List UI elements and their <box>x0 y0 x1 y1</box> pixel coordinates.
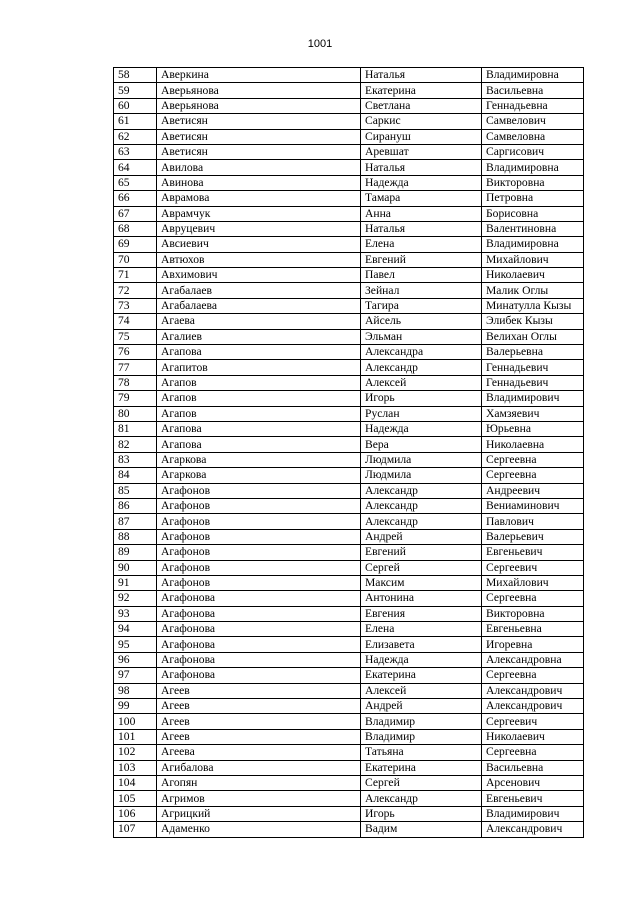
row-number-cell: 64 <box>114 160 157 175</box>
last-name-cell: Агибалова <box>157 760 361 775</box>
last-name-cell: Агафонова <box>157 591 361 606</box>
patronymic-cell: Александрович <box>482 683 584 698</box>
row-number-cell: 75 <box>114 329 157 344</box>
first-name-cell: Игорь <box>361 391 482 406</box>
last-name-cell: Агаева <box>157 314 361 329</box>
row-number-cell: 71 <box>114 268 157 283</box>
last-name-cell: Агалиев <box>157 329 361 344</box>
last-name-cell: Агрицкий <box>157 806 361 821</box>
patronymic-cell: Петровна <box>482 191 584 206</box>
first-name-cell: Антонина <box>361 591 482 606</box>
first-name-cell: Евгений <box>361 545 482 560</box>
row-number-cell: 66 <box>114 191 157 206</box>
first-name-cell: Надежда <box>361 652 482 667</box>
last-name-cell: Агафонов <box>157 575 361 590</box>
table-row <box>114 622 584 637</box>
patronymic-cell: Викторовна <box>482 606 584 621</box>
patronymic-cell: Борисовна <box>482 206 584 221</box>
last-name-cell: Агафонова <box>157 652 361 667</box>
patronymic-cell: Геннадьевич <box>482 375 584 390</box>
patronymic-cell: Сергеевна <box>482 591 584 606</box>
row-number-cell: 60 <box>114 98 157 113</box>
last-name-cell: Аверкина <box>157 68 361 83</box>
name-list-body <box>114 68 584 838</box>
patronymic-cell: Павлович <box>482 514 584 529</box>
first-name-cell: Павел <box>361 268 482 283</box>
table-row <box>114 714 584 729</box>
last-name-cell: Агапов <box>157 406 361 421</box>
first-name-cell: Сергей <box>361 775 482 790</box>
row-number-cell: 94 <box>114 622 157 637</box>
first-name-cell: Алексей <box>361 375 482 390</box>
last-name-cell: Авилова <box>157 160 361 175</box>
patronymic-cell: Валерьевна <box>482 345 584 360</box>
table-row <box>114 668 584 683</box>
table-row <box>114 421 584 436</box>
row-number-cell: 77 <box>114 360 157 375</box>
row-number-cell: 103 <box>114 760 157 775</box>
table-row <box>114 652 584 667</box>
last-name-cell: Аверьянова <box>157 83 361 98</box>
table-row <box>114 560 584 575</box>
first-name-cell: Аревшат <box>361 144 482 159</box>
first-name-cell: Екатерина <box>361 83 482 98</box>
patronymic-cell: Викторовна <box>482 175 584 190</box>
first-name-cell: Тамара <box>361 191 482 206</box>
table-row <box>114 329 584 344</box>
last-name-cell: Авинова <box>157 175 361 190</box>
row-number-cell: 97 <box>114 668 157 683</box>
patronymic-cell: Саргисович <box>482 144 584 159</box>
patronymic-cell: Сергеевич <box>482 714 584 729</box>
table-row <box>114 114 584 129</box>
last-name-cell: Аверьянова <box>157 98 361 113</box>
table-row <box>114 591 584 606</box>
last-name-cell: Агафонов <box>157 529 361 544</box>
table-row <box>114 806 584 821</box>
row-number-cell: 81 <box>114 421 157 436</box>
table-row <box>114 221 584 236</box>
first-name-cell: Татьяна <box>361 745 482 760</box>
table-row <box>114 775 584 790</box>
first-name-cell: Елена <box>361 622 482 637</box>
first-name-cell: Александр <box>361 498 482 513</box>
table-row <box>114 98 584 113</box>
first-name-cell: Анна <box>361 206 482 221</box>
first-name-cell: Екатерина <box>361 760 482 775</box>
row-number-cell: 101 <box>114 729 157 744</box>
last-name-cell: Авхимович <box>157 268 361 283</box>
row-number-cell: 65 <box>114 175 157 190</box>
first-name-cell: Зейнал <box>361 283 482 298</box>
last-name-cell: Авруцевич <box>157 221 361 236</box>
patronymic-cell: Евгеньевна <box>482 622 584 637</box>
table-row <box>114 791 584 806</box>
patronymic-cell: Николаевич <box>482 268 584 283</box>
table-row <box>114 191 584 206</box>
patronymic-cell: Васильевна <box>482 760 584 775</box>
row-number-cell: 72 <box>114 283 157 298</box>
table-row <box>114 452 584 467</box>
row-number-cell: 102 <box>114 745 157 760</box>
row-number-cell: 88 <box>114 529 157 544</box>
last-name-cell: Адаменко <box>157 822 361 837</box>
patronymic-cell: Александрович <box>482 822 584 837</box>
patronymic-cell: Игоревна <box>482 637 584 652</box>
row-number-cell: 76 <box>114 345 157 360</box>
first-name-cell: Александр <box>361 360 482 375</box>
table-row <box>114 760 584 775</box>
patronymic-cell: Михайлович <box>482 252 584 267</box>
table-row <box>114 206 584 221</box>
row-number-cell: 83 <box>114 452 157 467</box>
last-name-cell: Аврамова <box>157 191 361 206</box>
patronymic-cell: Самвелович <box>482 114 584 129</box>
table-row <box>114 822 584 837</box>
first-name-cell: Владимир <box>361 729 482 744</box>
last-name-cell: Агафонова <box>157 668 361 683</box>
table-row <box>114 745 584 760</box>
row-number-cell: 89 <box>114 545 157 560</box>
patronymic-cell: Геннадьевич <box>482 360 584 375</box>
table-row <box>114 360 584 375</box>
table-row <box>114 345 584 360</box>
first-name-cell: Максим <box>361 575 482 590</box>
first-name-cell: Эльман <box>361 329 482 344</box>
table-row <box>114 391 584 406</box>
name-list-table <box>113 67 584 838</box>
table-row <box>114 514 584 529</box>
row-number-cell: 86 <box>114 498 157 513</box>
table-row <box>114 529 584 544</box>
table-row <box>114 83 584 98</box>
last-name-cell: Агеев <box>157 699 361 714</box>
first-name-cell: Людмила <box>361 452 482 467</box>
patronymic-cell: Юрьевна <box>482 421 584 436</box>
last-name-cell: Агафонов <box>157 498 361 513</box>
last-name-cell: Агафонов <box>157 483 361 498</box>
table-row <box>114 175 584 190</box>
patronymic-cell: Малик Оглы <box>482 283 584 298</box>
patronymic-cell: Владимировна <box>482 160 584 175</box>
first-name-cell: Андрей <box>361 699 482 714</box>
last-name-cell: Агапитов <box>157 360 361 375</box>
patronymic-cell: Владимировна <box>482 68 584 83</box>
last-name-cell: Агапова <box>157 421 361 436</box>
patronymic-cell: Александровна <box>482 652 584 667</box>
table-row <box>114 683 584 698</box>
last-name-cell: Агримов <box>157 791 361 806</box>
row-number-cell: 69 <box>114 237 157 252</box>
table-row <box>114 468 584 483</box>
patronymic-cell: Сергеевич <box>482 560 584 575</box>
row-number-cell: 93 <box>114 606 157 621</box>
last-name-cell: Агеева <box>157 745 361 760</box>
row-number-cell: 61 <box>114 114 157 129</box>
row-number-cell: 74 <box>114 314 157 329</box>
row-number-cell: 79 <box>114 391 157 406</box>
patronymic-cell: Велихан Оглы <box>482 329 584 344</box>
last-name-cell: Агабалаев <box>157 283 361 298</box>
row-number-cell: 96 <box>114 652 157 667</box>
patronymic-cell: Николаевна <box>482 437 584 452</box>
row-number-cell: 67 <box>114 206 157 221</box>
patronymic-cell: Евгеньевич <box>482 791 584 806</box>
first-name-cell: Наталья <box>361 160 482 175</box>
table-row <box>114 68 584 83</box>
table-row <box>114 729 584 744</box>
first-name-cell: Евгений <box>361 252 482 267</box>
first-name-cell: Игорь <box>361 806 482 821</box>
first-name-cell: Александра <box>361 345 482 360</box>
patronymic-cell: Владимирович <box>482 806 584 821</box>
first-name-cell: Людмила <box>361 468 482 483</box>
table-row <box>114 606 584 621</box>
row-number-cell: 80 <box>114 406 157 421</box>
table-row <box>114 575 584 590</box>
last-name-cell: Агеев <box>157 683 361 698</box>
patronymic-cell: Хамзяевич <box>482 406 584 421</box>
table-row <box>114 637 584 652</box>
last-name-cell: Авсиевич <box>157 237 361 252</box>
patronymic-cell: Геннадьевна <box>482 98 584 113</box>
patronymic-cell: Вениаминович <box>482 498 584 513</box>
page-number: 1001 <box>307 38 333 50</box>
table-row <box>114 298 584 313</box>
last-name-cell: Агеев <box>157 714 361 729</box>
first-name-cell: Екатерина <box>361 668 482 683</box>
patronymic-cell: Александрович <box>482 699 584 714</box>
last-name-cell: Агафонов <box>157 514 361 529</box>
table-row <box>114 375 584 390</box>
last-name-cell: Агаркова <box>157 468 361 483</box>
first-name-cell: Александр <box>361 514 482 529</box>
first-name-cell: Надежда <box>361 175 482 190</box>
patronymic-cell: Евгеньевич <box>482 545 584 560</box>
last-name-cell: Автюхов <box>157 252 361 267</box>
row-number-cell: 100 <box>114 714 157 729</box>
row-number-cell: 58 <box>114 68 157 83</box>
first-name-cell: Вадим <box>361 822 482 837</box>
last-name-cell: Агопян <box>157 775 361 790</box>
row-number-cell: 87 <box>114 514 157 529</box>
row-number-cell: 85 <box>114 483 157 498</box>
last-name-cell: Аветисян <box>157 114 361 129</box>
last-name-cell: Агаркова <box>157 452 361 467</box>
first-name-cell: Владимир <box>361 714 482 729</box>
first-name-cell: Сергей <box>361 560 482 575</box>
first-name-cell: Айсель <box>361 314 482 329</box>
patronymic-cell: Сергеевна <box>482 668 584 683</box>
patronymic-cell: Элибек Кызы <box>482 314 584 329</box>
patronymic-cell: Арсенович <box>482 775 584 790</box>
first-name-cell: Наталья <box>361 221 482 236</box>
last-name-cell: Агапова <box>157 345 361 360</box>
first-name-cell: Наталья <box>361 68 482 83</box>
row-number-cell: 107 <box>114 822 157 837</box>
table-row <box>114 437 584 452</box>
row-number-cell: 82 <box>114 437 157 452</box>
first-name-cell: Сирануш <box>361 129 482 144</box>
row-number-cell: 73 <box>114 298 157 313</box>
last-name-cell: Агафонов <box>157 545 361 560</box>
row-number-cell: 63 <box>114 144 157 159</box>
first-name-cell: Александр <box>361 483 482 498</box>
last-name-cell: Агафонова <box>157 622 361 637</box>
last-name-cell: Агеев <box>157 729 361 744</box>
row-number-cell: 91 <box>114 575 157 590</box>
table-row <box>114 129 584 144</box>
last-name-cell: Агафонова <box>157 606 361 621</box>
patronymic-cell: Николаевич <box>482 729 584 744</box>
patronymic-cell: Самвеловна <box>482 129 584 144</box>
patronymic-cell: Сергеевна <box>482 468 584 483</box>
table-row <box>114 545 584 560</box>
row-number-cell: 59 <box>114 83 157 98</box>
table-row <box>114 699 584 714</box>
patronymic-cell: Сергеевна <box>482 452 584 467</box>
last-name-cell: Агафонов <box>157 560 361 575</box>
row-number-cell: 106 <box>114 806 157 821</box>
row-number-cell: 90 <box>114 560 157 575</box>
table-row <box>114 268 584 283</box>
patronymic-cell: Владимирович <box>482 391 584 406</box>
table-row <box>114 498 584 513</box>
last-name-cell: Агапов <box>157 375 361 390</box>
last-name-cell: Аветисян <box>157 129 361 144</box>
table-row <box>114 483 584 498</box>
patronymic-cell: Сергеевна <box>482 745 584 760</box>
row-number-cell: 95 <box>114 637 157 652</box>
table-row <box>114 314 584 329</box>
first-name-cell: Светлана <box>361 98 482 113</box>
last-name-cell: Аврамчук <box>157 206 361 221</box>
table-row <box>114 160 584 175</box>
table-row <box>114 406 584 421</box>
row-number-cell: 70 <box>114 252 157 267</box>
first-name-cell: Александр <box>361 791 482 806</box>
first-name-cell: Елизавета <box>361 637 482 652</box>
last-name-cell: Агапов <box>157 391 361 406</box>
table-row <box>114 252 584 267</box>
row-number-cell: 92 <box>114 591 157 606</box>
last-name-cell: Аветисян <box>157 144 361 159</box>
row-number-cell: 68 <box>114 221 157 236</box>
first-name-cell: Алексей <box>361 683 482 698</box>
patronymic-cell: Валентиновна <box>482 221 584 236</box>
row-number-cell: 84 <box>114 468 157 483</box>
first-name-cell: Андрей <box>361 529 482 544</box>
first-name-cell: Руслан <box>361 406 482 421</box>
patronymic-cell: Валерьевич <box>482 529 584 544</box>
row-number-cell: 98 <box>114 683 157 698</box>
table-row <box>114 237 584 252</box>
table-row <box>114 144 584 159</box>
last-name-cell: Агабалаева <box>157 298 361 313</box>
first-name-cell: Надежда <box>361 421 482 436</box>
first-name-cell: Тагира <box>361 298 482 313</box>
first-name-cell: Саркис <box>361 114 482 129</box>
last-name-cell: Агафонова <box>157 637 361 652</box>
patronymic-cell: Владимировна <box>482 237 584 252</box>
first-name-cell: Елена <box>361 237 482 252</box>
patronymic-cell: Васильевна <box>482 83 584 98</box>
patronymic-cell: Андреевич <box>482 483 584 498</box>
row-number-cell: 105 <box>114 791 157 806</box>
table-row <box>114 283 584 298</box>
row-number-cell: 99 <box>114 699 157 714</box>
last-name-cell: Агапова <box>157 437 361 452</box>
row-number-cell: 62 <box>114 129 157 144</box>
row-number-cell: 104 <box>114 775 157 790</box>
row-number-cell: 78 <box>114 375 157 390</box>
patronymic-cell: Минатулла Кызы <box>482 298 584 313</box>
first-name-cell: Евгения <box>361 606 482 621</box>
patronymic-cell: Михайлович <box>482 575 584 590</box>
first-name-cell: Вера <box>361 437 482 452</box>
